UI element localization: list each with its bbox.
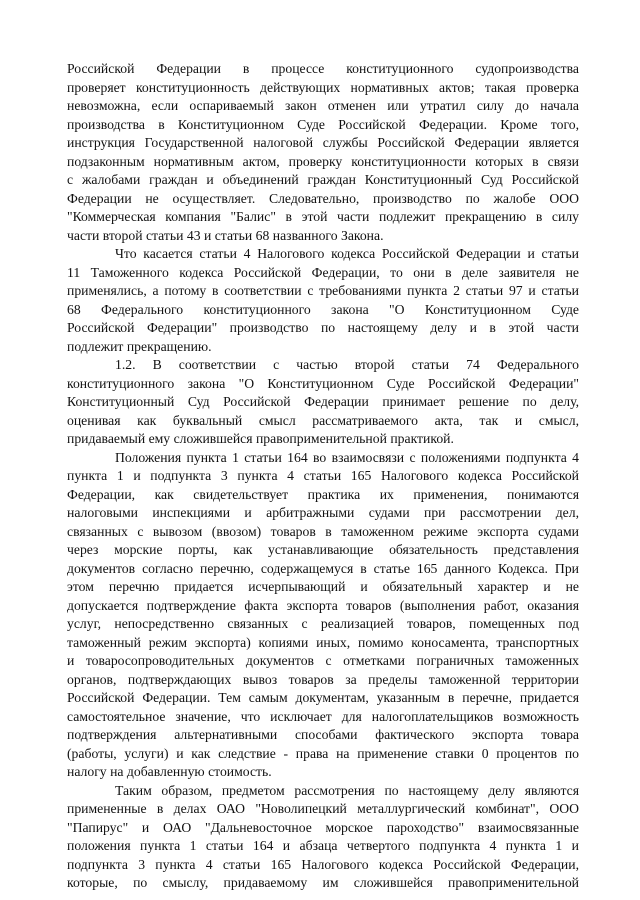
text-line: подпункта 3 пункта 4 статьи 165 Налогового кодекса Российской Федерации, (67, 856, 579, 872)
text-line: Федерации, как свидетельствует практика их применения, понимаются (67, 486, 579, 502)
text-line: части второй статьи 43 и статьи 68 названного Закона. (67, 227, 384, 243)
text-line: "Папирус" и ОАО "Дальневосточное морское пароходство" взаимосвязанные (67, 819, 579, 835)
text-line: 1.2. В соответствии с частью второй статьи 74 Федерального (115, 357, 579, 372)
text-line: невозможна, если оспариваемый закон отменен или утратил силу до начала (67, 98, 579, 113)
text-line: примененные в делах ОАО "Новолипецкий металлургический комбинат", ООО (67, 801, 579, 816)
text-line: Конституционный Суд Российской Федерации принимает решение по делу, (67, 394, 579, 409)
text-line: Что касается статьи 4 Налогового кодекса Российской Федерации и статьи (115, 246, 579, 261)
text-line: Таким образом, предметом рассмотрения по настоящему делу являются (115, 782, 579, 798)
text-line: производства в Конституционном Суде Российской Федерации. Кроме того, (67, 116, 579, 132)
text-line: через морские порты, как устанавливающие обязательность представления (67, 542, 579, 557)
text-line: подлежит прекращению. (67, 338, 212, 354)
text-line: налоговыми инспекциями и арбитражными судами при рассмотрении дел, (67, 505, 579, 520)
text-line: Российской Федерации" производство по настоящему делу и в этой части (67, 320, 579, 335)
text-line: подтверждения альтернативными способами фактического экспорта товара (67, 727, 579, 742)
text-line: таможенный режим экспорта) копиями иных, помимо коносамента, транспортных (67, 634, 579, 650)
text-line: Федерации не осуществляет. Следовательно, производство по жалобе ООО (67, 190, 579, 206)
text-line: самостоятельное значение, что исключает для налогоплательщиков возможность (67, 708, 579, 724)
paragraph-5 (67, 782, 579, 893)
text-line: допускается подтверждение факта экспорта товаров (выполнения работ, оказания (67, 597, 579, 613)
text-line: документов согласно перечню, содержащемуся в статье 165 данного Кодекса. При (67, 560, 579, 576)
text-line: применялись, а потому в соответствии с требованиями пункта 2 статьи 97 и статьи (67, 283, 579, 298)
text-line: подзаконным нормативным актом, проверку конституционности которых в связи (67, 153, 579, 169)
text-line: инструкция Государственной налоговой службы Российской Федерации является (67, 135, 579, 150)
text-line: с жалобами граждан и объединений граждан Конституционный Суд Российской (67, 172, 579, 187)
text-line: положения пункта 1 статьи 164 и абзаца четвертого подпункта 4 пункта 1 и (67, 838, 579, 853)
text-line: Положения пункта 1 статьи 164 во взаимосвязи с положениями подпункта 4 (115, 449, 579, 465)
text-line: (работы, услуги) и как следствие - права на применение ставки 0 процентов по (67, 745, 579, 761)
text-line: оценивая как буквальный смысл рассматриваемого акта, так и смысл, (67, 412, 579, 428)
text-line: Российской Федерации в процессе конституционного судопроизводства (67, 61, 579, 76)
text-line: связанных с вывозом (ввозом) товаров в таможенном режиме экспорта судами (67, 523, 579, 539)
text-line: Российской Федерации. Тем самым документам, указанным в перечне, придается (67, 690, 579, 705)
paragraph-2 (67, 245, 579, 356)
text-line: "Коммерческая компания "Балис" в этой части подлежит прекращению в силу (67, 209, 579, 224)
text-line: проверяет конституционность действующих нормативных актов; такая проверка (67, 79, 579, 95)
text-line: услуг, непосредственно связанных с реализацией товаров, помещенных под (67, 616, 579, 631)
document-body (67, 60, 579, 893)
text-line: которые, по смыслу, придаваемому им сложившейся правоприменительной (67, 875, 579, 890)
text-line: этом перечню придается исчерпывающий и обязательный характер и не (67, 579, 579, 594)
paragraph-4 (67, 449, 579, 782)
text-line: конституционного закона "О Конституционном Суде Российской Федерации" (67, 375, 579, 391)
text-line: налогу на добавленную стоимость. (67, 764, 272, 779)
text-line: 68 Федерального конституционного закона "О Конституционном Суде (67, 301, 579, 317)
text-line: придаваемый ему сложившейся правоприменительной практикой. (67, 431, 454, 446)
paragraph-1 (67, 60, 579, 245)
text-line: и товаросопроводительных документов с отметками пограничных таможенных (67, 653, 579, 668)
paragraph-3 (67, 356, 579, 449)
text-line: пункта 1 и подпункта 3 пункта 4 статьи 165 Налогового кодекса Российской (67, 468, 579, 483)
text-line: 11 Таможенного кодекса Российской Федерации, то они в деле заявителя не (67, 264, 579, 280)
text-line: органов, подтверждающих вывоз товаров за пределы таможенной территории (67, 671, 579, 687)
